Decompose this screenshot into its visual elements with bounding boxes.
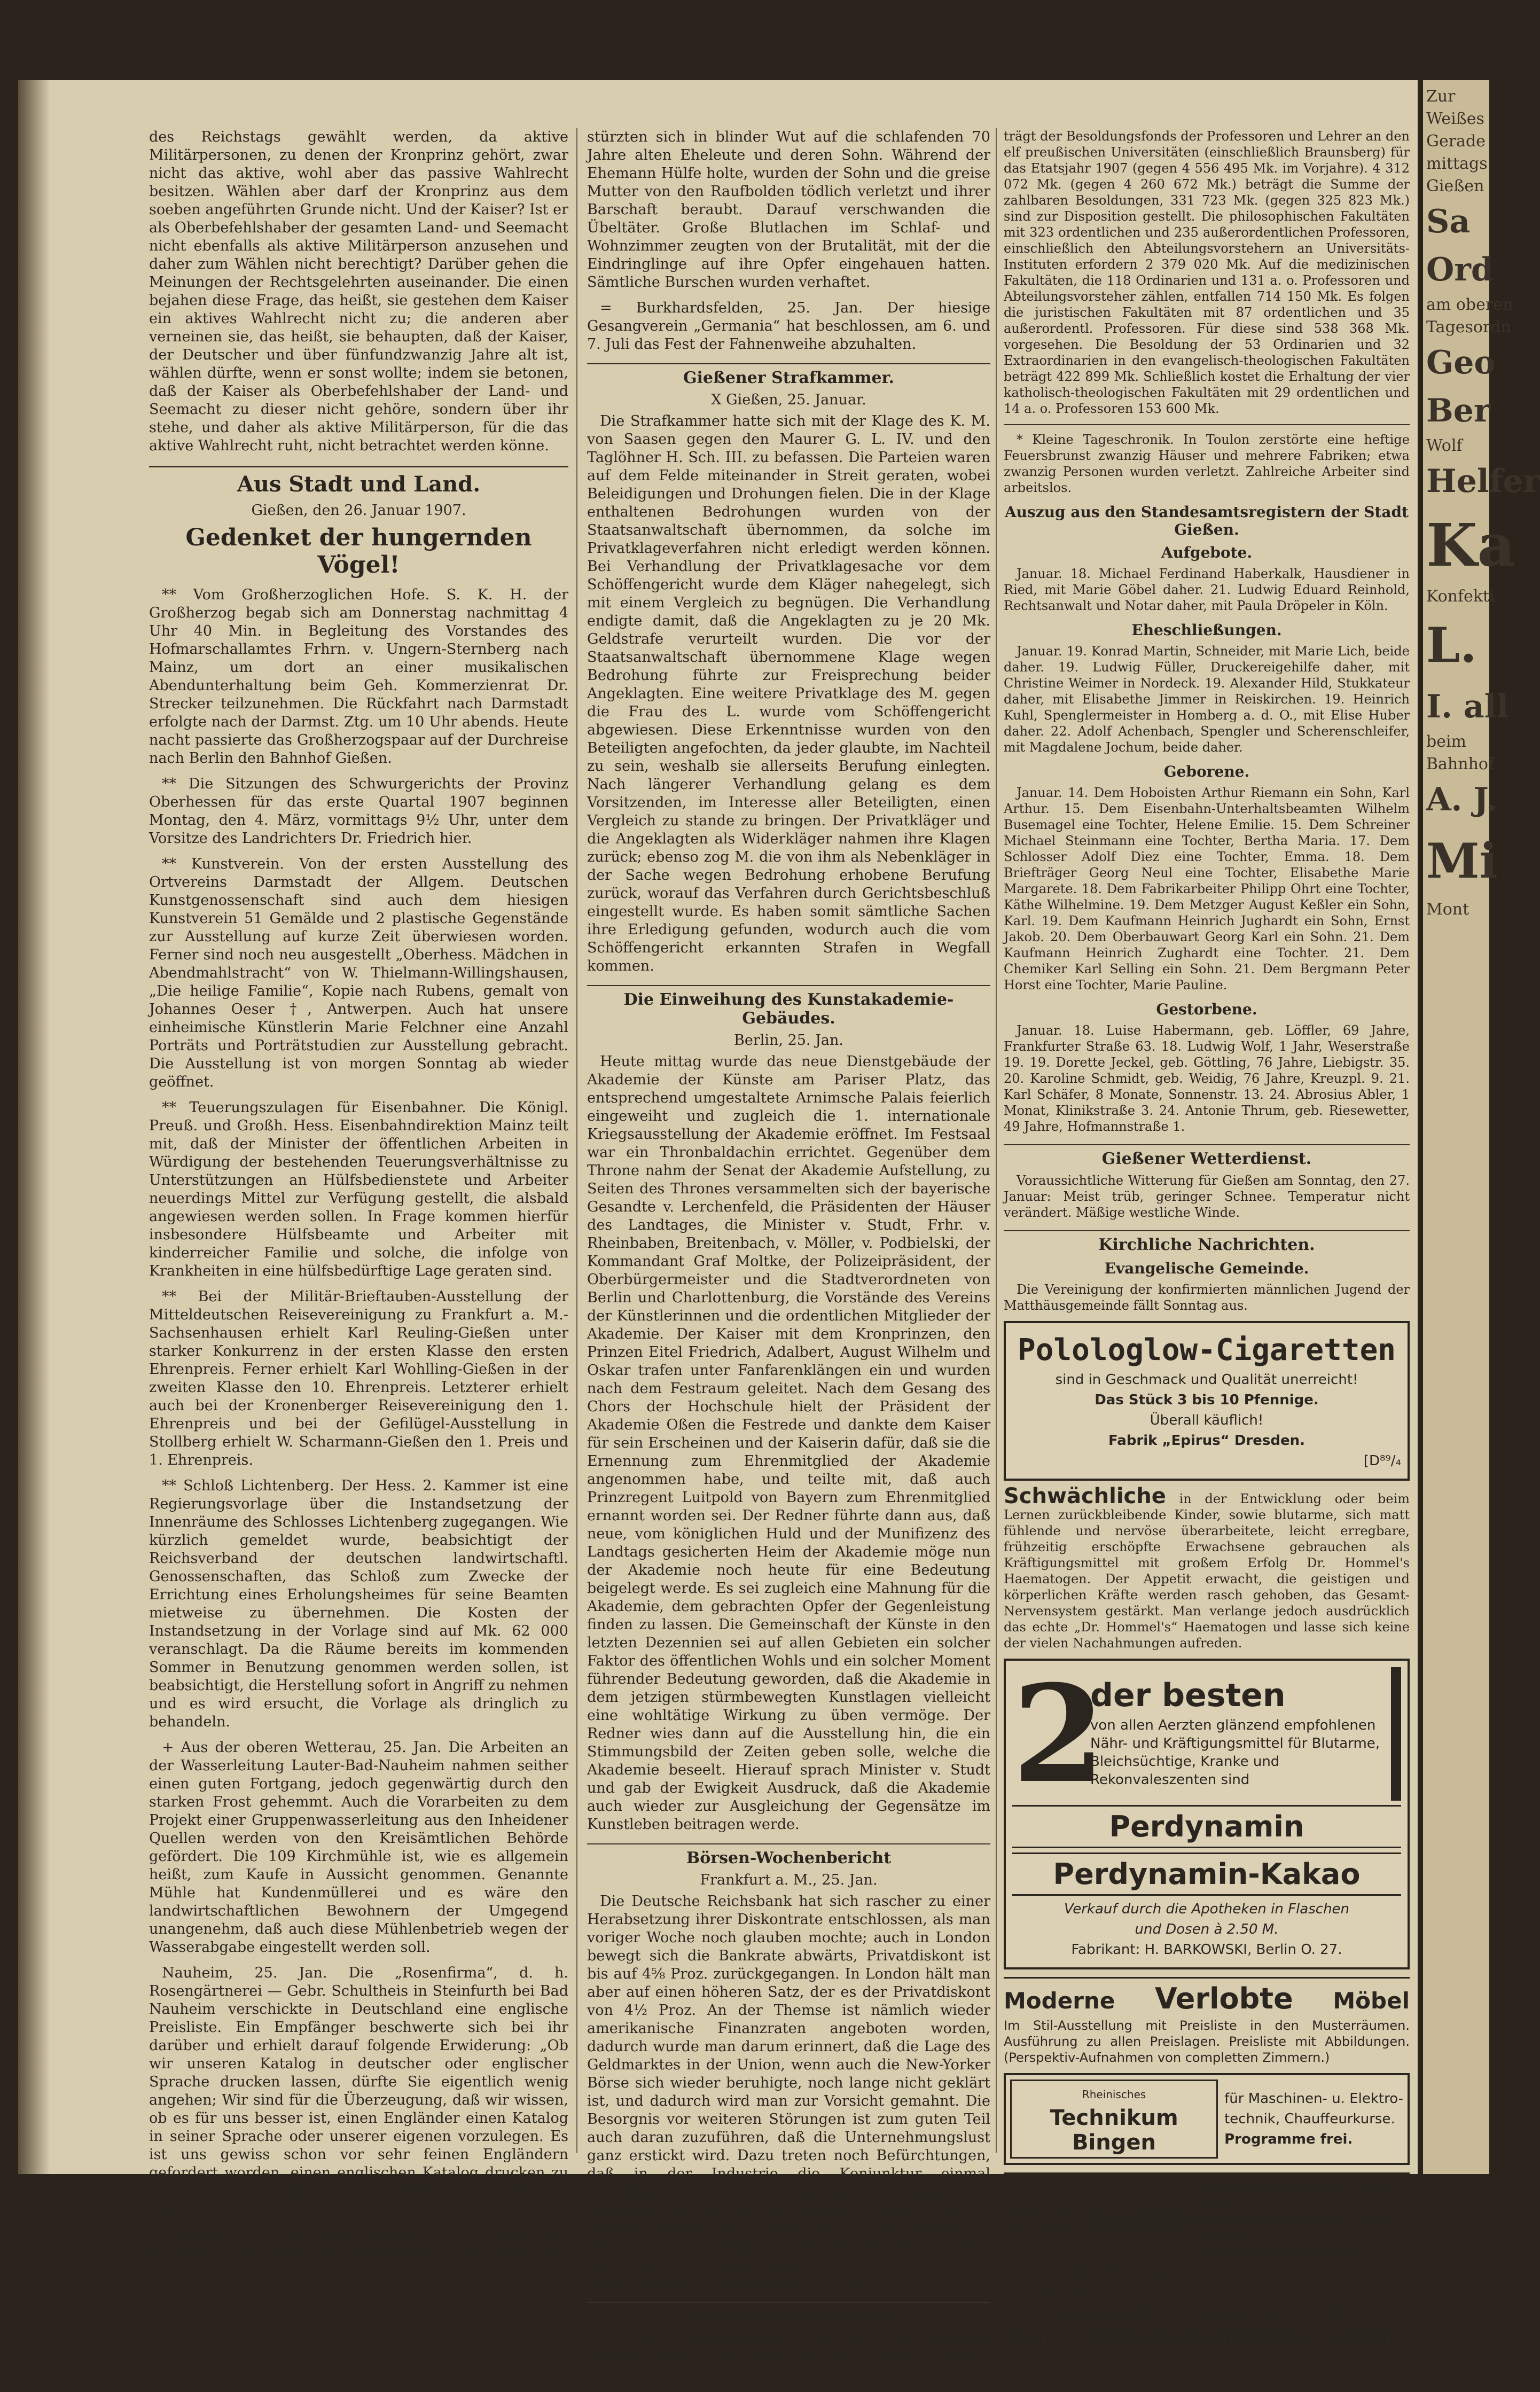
- apotheke-row: [1004, 2324, 1410, 2351]
- fragment: A. J.: [1426, 781, 1497, 818]
- dateline: X Gießen, 25. Januar.: [711, 392, 866, 408]
- aufgebote-title: Aufgebote.: [1161, 544, 1253, 561]
- article-paragraph: ** Schloß Lichtenberg. Der Hess. 2. Kammer ist eine Regierungsvorlage über die Instandsetzung der Innenräume des Schlosses Lichtenberg zugegangen. Wie kürzlich gemeldet wurde, beabsichtigt der Reichsverband der deutschen landwirtschaftl. Genossenschaften, das Schloß zum Zwecke der Errichtung eines Erholungsheimes für seine Beamten mietweise zu übernehmen. Die Kosten der Instandsetzung in der Vorlage sind auf Mk. 62 000 veranschlagt. Da die Räume bereits im kommenden Sommer in Benutzung genommen werden sollen, ist beabsichtigt, die Herstellung sofort in Angriff zu nehmen und es wird ersucht, die Vorlage als dringlich zu behandeln.: [149, 1478, 568, 1730]
- ad-heading: Schwächliche: [1004, 1484, 1166, 1508]
- article-paragraph: trägt der Besoldungsfonds der Professoren und Lehrer an den elf preußischen Universitäten (einschließlich Braunsberg) für das Etatsjahr 1907 (gegen 4 556 495 Mk. im Vorjahre). 4 312 072 Mk. (gegen 4 260 672 Mk.) beträgt die Summe der zahlbaren Besoldungen, 331 723 Mk. (gegen 325 823 Mk.) sind zur Disposition gestellt. Die philosophischen Fakultäten mit 323 ordentlichen und 235 außerordentlichen Professoren, einschließlich den Abteilungsvorstehern an Universitäts-Instituten erfordern 2 379 020 Mk. Auf die medizinischen Fakultäten, die 118 Ordinarien und 131 a. o. Professoren und Abteilungsvorsteher zählen, entfallen 714 150 Mk. Es folgen die juristischen Fakultäten mit 87 ordentlichen und 35 außerordentl. Professoren. Für diese sind 538 368 Mk. vorgesehen. Die Besoldung der 53 Ordinarien und 32 Extraordinarien in den evangelisch-theologischen Fakultäten beträgt 422 899 Mk. Schließlich kostet die Erhaltung der vier katholisch-theologischen Fakultäten mit 29 ordentlichen und 14 a. o. Professoren 153 600 Mk.: [1004, 129, 1410, 416]
- ad-number: 2: [1012, 1655, 1105, 1812]
- product-name: Perdynamin-Kakao: [1012, 1852, 1401, 1896]
- ad-header-text: [1090, 1677, 1382, 1791]
- article-paragraph: Voraussichtliche Witterung für Gießen am Sonntag, den 27. Januar: Meist trüb, geringer Schnee. Temperatur nicht verändert. Mäßige westliche Winde.: [1004, 1173, 1410, 1220]
- ad-line: Die nach-: [1004, 2202, 1070, 2218]
- apotheke-notice: [1004, 2300, 1410, 2351]
- fragment: Weißes: [1426, 110, 1484, 128]
- column-2: [587, 128, 990, 2392]
- fragment: Wolf: [1426, 436, 1463, 455]
- boerse-title: Börsen-Wochenbericht: [587, 1843, 990, 1867]
- ad-line: sind in Geschmack und Qualität unerreicht!: [1055, 1372, 1358, 1388]
- ad-word: Möbel: [1333, 1988, 1410, 2014]
- article-paragraph: — Die Bewilligungen an den preußischen Universitäten für das Etatsjahr 1907. 4 643 736 Mk. be-: [587, 2331, 990, 2383]
- ad-line: Verkauf durch die Apotheken in Flaschen: [1064, 1901, 1350, 1917]
- technikum-box: [1010, 2080, 1218, 2159]
- aerzte-right: [1200, 2179, 1410, 2260]
- column-3: [1004, 128, 1410, 2351]
- fragment: mittags: [1426, 154, 1488, 173]
- eheschliessungen-title: Eheschließungen.: [1131, 621, 1282, 639]
- gestorbene-title: Gestorbene.: [1156, 1000, 1257, 1018]
- binding-shadow: [18, 80, 50, 2174]
- fragment: Helfer: [1426, 463, 1540, 500]
- apotheke-prefix: Nur: [1004, 2324, 1052, 2351]
- column-rule: [576, 128, 577, 2153]
- fragment: Ka: [1426, 511, 1515, 580]
- article-paragraph: + Aus der oberen Wetterau, 25. Jan. Die Arbeiten an der Wasserleitung Lauter-Bad-Nauheim nahmen seither einen guten Fortgang, jedoch gegenwärtig durch den starken Frost gehemmt. Auch die Vorarbeiten zu dem Projekt einer Gruppenwasserleitung aus den Inheidener Quellen werden von den Kreisämtlichen Behörde gefördert. Die 109 Kirchmühle ist, wie es allgemein heißt, zum Kaufe in Aussicht genommen. Genannte Mühle hat Kundenmüllerei und es wäre den landwirtschaftlichen Bewohnern der Umgegend unangenehm, daß auch diese Mühlenbetrieb wegen der Wasserabgabe eingestellt werden soll.: [149, 1739, 568, 1956]
- moebel-ad: [1004, 1977, 1410, 2066]
- wetterdienst-title: Gießener Wetterdienst.: [1004, 1144, 1410, 1168]
- ad-line: Das Stück 3 bis 10 Pfennige.: [1095, 1392, 1319, 1408]
- fragment: beim: [1426, 732, 1466, 751]
- article-paragraph: ** Die Sitzungen des Schwurgerichts der Provinz Oberhessen für das erste Quartal 1907 beginnen Montag, den 4. März, vormittags 9½ Uhr, unter dem Vorsitze des Landrichters Dr. Friedrich hier.: [149, 776, 568, 847]
- fragment: Konfekti: [1426, 587, 1495, 606]
- ad-line: sind Sonntag, den 27. Jan. vor: [1200, 2180, 1391, 2211]
- ad-heading: der besten: [1090, 1677, 1286, 1714]
- ad-text: in der Entwicklung oder beim Lernen zurückbleibende Kinder, sowie blutarme, sich matt fühlende und nervöse überarbeitete, leicht erregbare, frühzeitig erschöpfte Erwachsene gebrauchen als Kräftigungsmittel mit großem Erfolg Dr. Hommel's Haematogen. Der Appetit erwacht, die geistigen und körperlichen Kräfte werden rasch gehoben, das Gesamt-Nervensystem gestärkt. Man verlange jedoch ausdrücklich das echte „Dr. Hommel's“ Haematogen und lasse sich keine der vielen Nachahmungen aufreden.: [1004, 1491, 1410, 1651]
- fragment: am oberen: [1426, 295, 1513, 314]
- ad-line: technik, Chauffeurkurse.: [1224, 2111, 1395, 2127]
- ad-mark: [D⁸⁹/₄: [1363, 1453, 1401, 1469]
- ad-heading: Technikum Bingen: [1050, 2106, 1178, 2155]
- article-paragraph: Januar. 18. Luise Habermann, geb. Löffler, 69 Jahre, Frankfurter Straße 63. 18. Ludwig Wolf, 1 Jahr, Weserstraße 19. 19. Dorette Jeckel, geb. Göttling, 76 Jahre, Liebigstr. 35. 20. Karoline Schmidt, geb. Weidig, 76 Jahre, Kreuzpl. 9. 21. Karl Schäfer, 8 Monate, Sonnenstr. 13. 24. Abrosius Abler, 1 Monat, Klinikstraße 3. 24. Antonie Thrum, geb. Riesewetter, 49 Jahre, Hofmannstraße 1.: [1004, 1023, 1410, 1134]
- fragment: I. all: [1426, 688, 1509, 725]
- ad-line: für Notfälle anwesend:: [1200, 2244, 1366, 2259]
- opening-paragraph: des Reichstags gewählt werden, da aktive Militärpersonen, zu denen der Kronprinz gehört, zwar nicht das aktive, wohl aber das passive Wahlrecht besitzen. Wählen aber darf der Kronprinz aus dem soeben angeführten Grunde nicht. Und der Kaiser? Ist er als Oberbefehlshaber der gesamten Land- und Seemacht nicht ebenfalls als aktive Militärperson anzusehen und daher zum Wählen nicht berechtigt? Darüber gehen die Meinungen der Rechtsgelehrten auseinander. Die einen bejahen diese Frage, das heißt, sie gestehen dem Kaiser ein aktives Wahlrecht nicht zu; die anderen aber verneinen sie, das heißt, sie behaupten, daß der Kaiser, der Deutscher und über fünfundzwanzig Jahre alt ist, wählen dürfte, wenn er sonst wollte; indem sie betonen, daß der Kaiser als Oberbefehlshaber der Land- und Seemacht zu dieser nicht gehöre, sondern über ihr stehe, und daher als aktive Militärperson, für die das aktive Wahlrecht ruht, nicht betrachtet werden könne.: [149, 129, 568, 454]
- kirche-subtitle: Evangelische Gemeinde.: [1104, 1260, 1309, 1277]
- fragment: Mont: [1426, 900, 1469, 919]
- ad-line: Fabrikant: H. BARKOWSKI, Berlin O. 27.: [1071, 1942, 1342, 1958]
- article-paragraph: Heute mittag wurde das neue Dienstgebäude der Akademie der Künste am Pariser Platz, das entsprechend umgestaltete Arnimsche Palais feierlich eingeweiht und zugleich die 1. internationale Kriegsausstellung der Akademie eröffnet. Im Festsaal war ein Thronbaldachin errichtet. Gegenüber dem Throne nahm der Senat der Akademie Aufstellung, zu Seiten des Thrones versammelten sich der bayerische Gesandte v. Lerchenfeld, die Präsidenten der Häuser des Landtages, die Minister v. Studt, Frhr. v. Rheinbaben, Breitenbach, v. Möller, v. Podbielski, der Kommandant Graf Moltke, der Polizeipräsident, der Oberbürgermeister und die Stadtverordneten von Berlin und Charlottenburg, die Vorstände des Vereins der Künstlerinnen und die ordentlichen Mitglieder der Akademie. Der Kaiser mit dem Kronprinzen, den Prinzen Eitel Friedrich, Adalbert, August Wilhelm und Oskar trafen unter Fanfarenklängen ein und wurden nach dem Festraum geleitet. Nach dem Gesang des Chors der Hochschule hielt der Präsident der Akademie Oßen die Festrede und dankte dem Kaiser für sein Erscheinen und der Kaiserin dafür, daß sie die Ernennung zum Ehrenmitglied der Akademie angenommen habe, und teilte mit, daß auch Prinzregent Luitpold von Bayern zum Ehrenmitglied ernannt worden sei. Der Redner führte dann aus, daß neue, vom königlichen Huld und der Munifizenz des Landtags gesicherten Heim der Akademie möge nun der Akademie noch heute für eine Bedeutung beigelegt werde. Es sei zugleich eine Mahnung für die Akademie, dem gebrachten Opfer der Gegenleistung finden zu lassen. Die Gemeinschaft der Künste in den letzten Dezennien sei auf allen Gebieten ein solcher Faktor des öffentlichen Wohls und ein solcher Moment führender Bedeutung geworden, daß die Akademie in dem jetzigen stürmbewegten Kunstlagen vielleicht eine wohltätige Wirkung zu üben vermöge. Der Redner wies dann auf die Ausstellung hin, die ein Stimmungsbild der Zeiten geben solle, welche die Akademie beseelt. Hierauf sprach Minister v. Studt und gab der Ewigkeit Ausdruck, daß die Akademie auch wieder zur Ausgleichung der Gegensätze im Kunstleben beitragen werde.: [587, 1053, 990, 1833]
- technikum-side: [1224, 2088, 1403, 2151]
- aerzte-header: [1004, 2177, 1410, 2262]
- product-name: Perdynamin: [1012, 1805, 1401, 1848]
- fragment-list: [1423, 80, 1540, 926]
- ad-line: stehenden: [1004, 2221, 1077, 2237]
- article-paragraph: Januar. 18. Michael Ferdinand Haberkalk, Hausdiener in Ried, mit Marie Göbel daher. 21. Ludwig Eduard Reinhold, Rechtsanwalt und Notar daher, mit Paula Dröpeler in Köln.: [1004, 566, 1410, 613]
- ad-line: Überall käuflich!: [1150, 1412, 1264, 1428]
- ad-word: Verlobte: [1154, 1982, 1293, 2015]
- section-title: Aus Stadt und Land.: [149, 466, 568, 497]
- column-rule: [996, 128, 997, 2153]
- fragment: Geo: [1426, 344, 1496, 381]
- aerzte-notice: [1004, 2172, 1410, 2296]
- article-paragraph: Januar. 19. Konrad Martin, Schneider, mit Marie Lich, beide daher. 19. Ludwig Füller, Druckereigehilfe daher, mit Christine Weimer in Nordeck. 19. Alexander Hild, Stukkateur daher, mit Elisabethe Jimmer in Reiskirchen. 19. Heinrich Kuhl, Spenglermeister in Homberg a. d. O., mit Elise Huber daher. 22. Adolf Achenbach, Spengler und Scherenschleifer, mit Magdalene Jochum, beide daher.: [1004, 644, 1410, 755]
- article-paragraph: = Burkhardsfelden, 25. Jan. Der hiesige Gesangverein „Germania“ hat beschlossen, am 6. und 7. Juli das Fest der Fahnenweihe abzuhalten.: [587, 300, 990, 353]
- kunstakademie-title: Die Einweihung des Kunstakademie-Gebäudes.: [587, 985, 990, 1028]
- article-paragraph: Die Strafkammer hatte sich mit der Klage des K. M. von Saasen gegen den Maurer G. L. IV. und den Taglöhner H. Sch. III. zu befassen. Die Parteien waren auf dem Felde miteinander in Streit geraten, wobei Beleidigungen und Drohungen fielen. Die in der Klage enthaltenen Bedrohungen wurden von der Staatsanwaltschaft übernommen, da solche im Privatklageverfahren nicht erledigt werden können. Bei Verhandlung der Privatklagesache vor dem Schöffengericht wurde dem Kläger nahegelegt, sich mit einem Vergleich zu begnügen. Die Verhandlung endigte damit, daß die Angeklagten zu je 20 Mk. Geldstrafe verurteilt wurden. Die vor der Staatsanwaltschaft übernommene Klage wegen Bedrohung führte zur Freisprechung beider Angeklagten. Eine weitere Privatklage des M. gegen die Frau des L. wurde vom Schöffengericht abgewiesen. Diese Erkenntnisse wurden von den Beteiligten angefochten, da jeder glaubte, im Nachteil zu sein, weshalb sie allerseits Berufung einlegten. Nach längerer Verhandlung gelang es dem Vorsitzenden, im Interesse aller Beteiligten, einen Vergleich zu stande zu bringen. Der Privatkläger und die Angeklagten als Widerkläger nahmen ihre Klagen zurück; ebenso zog M. die von ihm als Nebenkläger in der Sache wegen Bedrohung erhobene Berufung zurück, worauf das Verfahren durch Gerichtsbeschluß eingestellt wurde. Es haben somit sämtliche Sachen ihre Erledigung gefunden, wodurch auch die vom Schöffengericht erkannten Strafen in Wegfall kommen.: [587, 413, 990, 974]
- apotheke-suffix: offen.: [1333, 2324, 1410, 2351]
- dateline: Gießen, den 26. Januar 1907.: [251, 502, 466, 519]
- ad-header: [1004, 1982, 1410, 2015]
- ad-line: 12 Uhr mittags bis 12 Uhr nachts: [1200, 2212, 1387, 2243]
- ad-title: Polologlow-Cigaretten: [1017, 1333, 1396, 1367]
- ad-line: von allen Aerzten glänzend empfohlenen Nähr- und Kräftigungsmittel für Blutarme, Bleichsüchtige, Kranke und Rekonvaleszenten sind: [1090, 1717, 1380, 1788]
- haematogen-ad: [1004, 1484, 1410, 1651]
- headline: Gedenket der hungernden Vögel!: [185, 524, 532, 579]
- adjacent-page-strip: [1423, 80, 1540, 2174]
- column-1: [149, 128, 568, 2270]
- divider: [1004, 424, 1410, 425]
- fragment: Zur: [1426, 87, 1456, 106]
- ad-word: Moderne: [1004, 1988, 1115, 2014]
- ad-line: Rheinisches: [1082, 2088, 1146, 2101]
- ad-line: Programme frei.: [1224, 2131, 1353, 2147]
- fragment: Tagesordn: [1426, 318, 1511, 337]
- aerzte-left: [1004, 2201, 1077, 2238]
- ad-line: Im Stil-Ausstellung mit Preisliste in den Musterräumen. Ausführung zu allen Preislagen. Preisliste mit Abbildungen. (Perspektiv-Aufnahmen von completten Zimmern.): [1004, 2018, 1410, 2065]
- standesamt-title: Auszug aus den Standesamtsregistern der Stadt Gießen.: [1004, 503, 1409, 538]
- dateline: Berlin, 25. Jan.: [734, 1032, 843, 1049]
- fragment: L.: [1426, 617, 1477, 674]
- geborene-title: Geborene.: [1163, 763, 1250, 780]
- ad-line: Fabrik „Epirus“ Dresden.: [1108, 1433, 1305, 1449]
- article-paragraph: Nauheim, 25. Jan. Die „Rosenfirma“, d. h. Rosengärtnerei — Gebr. Schultheis in Steinfurth bei Bad Nauheim verschickte in Deutschland eine englische Preisliste. Ein Empfänger beschwerte sich bei ihr darüber und erhielt darauf folgende Erwiderung: „Ob wir unseren Katalog in deutscher oder englischer Sprache drucken lassen, dürfte Sie eigentlich wenig angehen; Wir sind für die Überzeugung, daß wir wissen, ob es für uns besser ist, einen Engländer einen Katalog in seiner Sprache oder unserer eigenen vorzulegen. Es ist uns gewiss schon vor sehr feinen Engländern gefordert worden, einen englischen Katalog drucken zu lassen und Sie tagen uns das Gegenteil. Wir glauben dies nicht.“: [149, 1965, 568, 2217]
- kirche-title: Kirchliche Nachrichten.: [1004, 1230, 1410, 1254]
- fragment: Ber: [1426, 392, 1491, 429]
- article-paragraph: stürzten sich in blinder Wut auf die schlafenden 70 Jahre alten Eheleute und deren Sohn. Während der Ehemann Hülfe holte, wurden der Sohn und die greise Mutter von den Raufbolden tödlich verletzt und ihrer Barschaft beraubt. Darauf verschwanden die Übeltäter. Große Blutlachen im Schlaf- und Wohnzimmer zeugten von der Brutalität, mit der die Eindringlinge auf ihre Opfer eingehauen hatten. Sämtliche Burschen wurden verhaftet.: [587, 129, 990, 291]
- universitaet-title: Universitäts-Nachrichten.: [587, 2302, 990, 2326]
- article-paragraph: Die Vereinigung der konfirmierten männlichen Jugend der Matthäusgemeinde fällt Sonntag aus.: [1004, 1282, 1410, 1313]
- newspaper-page: [18, 80, 1418, 2383]
- fragment: Ord: [1426, 251, 1494, 288]
- ad-line: und Dosen à 2.50 M.: [1135, 1921, 1279, 1937]
- fragment: Gerade: [1426, 132, 1486, 151]
- fragment: Bahnhof: [1426, 755, 1495, 773]
- decorative-bar: [1391, 1667, 1401, 1801]
- apotheke-name: Hirsch-Apotheke: [1082, 2324, 1302, 2351]
- article-paragraph: ** Vom Großherzoglichen Hofe. S. K. H. der Großherzog begab sich am Donnerstag nachmittag 4 Uhr 40 Min. in Begleitung des Vorstandes des Hofmarschallamtes Frhrn. v. Ungern-Sternberg nach Mainz, um dort an einer musikalischen Abendunterhaltung beim Geh. Kommerzienrat Dr. Strecker teilzunehmen. Die Rückfahrt nach Darmstadt erfolgte nach der Darmst. Ztg. um 10 Uhr abends. Heute nacht passierte das Großherzogspaar auf der Durchreise nach Berlin den Bahnhof Gießen.: [149, 587, 568, 767]
- article-paragraph: ** Teuerungszulagen für Eisenbahner. Die Königl. Preuß. und Großh. Hess. Eisenbahndirektion Mainz teilt mit, daß der Minister der öffentlichen Arbeiten in Würdigung der bestehenden Teuerungsverhältnisse zu Unterstützungen an Hülfsbedienstete und Arbeiter neuerdings Mittel zur Verfügung gestellt, die alsbald angewiesen werden sollen. In Frage kommen hierfür insbesondere Hülfsbeamte und Arbeiter mit kinderreicher Familie und solche, die infolge von Krankheiten in eine hülfsbedürftige Lage geraten sind.: [149, 1099, 568, 1279]
- technikum-ad: [1004, 2073, 1410, 2165]
- fragment: Sa: [1426, 203, 1471, 240]
- ad-header: [1012, 1655, 1401, 1812]
- perdynamin-ad: [1004, 1655, 1410, 1969]
- article-paragraph: Januar. 14. Dem Hoboisten Arthur Riemann ein Sohn, Karl Arthur. 15. Dem Eisenbahn-Unterhaltsbeamten Wilhelm Busemagel eine Tochter, Helene Emilie. 15. Dem Schreiner Michael Steinmann eine Tochter, Bertha Maria. 17. Dem Schlosser Adolf Diez eine Tochter, Emma. 18. Dem Briefträger Georg Neul eine Tochter, Elisabethe Marie Margarete. 18. Dem Fabrikarbeiter Philipp Ohrt eine Tochter, Käthe Wilhelmine. 19. Dem Metzger August Keßler ein Sohn, Karl. 19. Dem Kaufmann Heinrich Jughardt ein Sohn, Ernst Jakob. 20. Dem Oberbauwart Georg Karl ein Sohn. 21. Dem Kaufmann Heinrich Zughardt eine Tochter. 21. Dem Chemiker Karl Selling ein Sohn. 21. Dem Bergmann Peter Horst eine Tochter, Marie Pauline.: [1004, 785, 1410, 992]
- aerzte-names: Dr. Markwald, Seltersweg 58 II. - Dr. Richter, Frankf. Str. 41. - Dr. Stuhl, Bahnhofstr. 26.: [1004, 2264, 1393, 2295]
- article-paragraph: ** Kunstverein. Von der ersten Ausstellung des Ortvereins Darmstadt der Allgem. Deutschen Kunstgenossenschaft sind auch dem hiesigen Kunstverein 51 Gemälde und 2 plastische Gegenstände zur Ausstellung auf kurze Zeit überwiesen worden. Ferner sind noch neu ausgestellt „Oberhess. Mädchen in Abendmahlstracht“ von W. Thielmann-Willingshausen, „Die heilige Familie“, Kopie nach Rubens, gemalt von Johannes Oeser †, Antwerpen. Auch hat unsere einheimische Künstlerin Marie Felchner eine Anzahl Porträts und Porträtstudien zur Ausstellung gebracht. Die Ausstellung ist von morgen Sonntag ab wieder geöffnet.: [149, 856, 568, 1090]
- fragment: Gießen: [1426, 177, 1484, 196]
- article-paragraph: Die Deutsche Reichsbank hat sich rascher zu einer Herabsetzung ihrer Diskontrate entschlossen, als man voriger Woche noch glauben mochte; auch in London bewegt sich die Bankrate abwärts, Privatdiskont ist bis auf 4⅝ Proz. zurückgegangen. In London hält man aber auf einen höheren Satz, der es der Privatdiskont von 4½ Proz. An der Themse ist nämlich wieder amerikanische Finanzraten angeboten worden, dadurch wurde man darum erinnert, daß die Lage des Geldmarktes in der Union, wenn auch die New-Yorker Börse sich wieder beruhigte, noch lange nicht geklärt ist, und dadurch wird man zur Vorsicht gemahnt. Die Besorgnis vor weiteren Störungen ist zum guten Teil auch daran zuzuführen, daß die Unternehmungslust ganz erstickt wird. Dazu treten noch Befürchtungen, daß in der Industrie die Konjunktur einmal umschlagen könnte. Zwar lag der Arbeitsmarkt im Vergleich zum Vorjahre noch immer günstig, und die Eisenbahneinnahmen haben sich gut angelassen, wenn auch die Steigerung der Einnahmen aus dem Güterverkehr weniger groß war als im November vorigen Jahres. Sonntag den 27. Januar.: [587, 1893, 990, 2291]
- ad-line: für Maschinen- u. Elektro-: [1224, 2091, 1403, 2107]
- strafkammer-title: Gießener Strafkammer.: [587, 363, 990, 387]
- article-paragraph: * Kleine Tageschronik. In Toulon zerstörte eine heftige Feuersbrunst zwanzig Häuser und mehrere Fabriken; etwa zwanzig Personen wurden verletzt. Zahlreiche Arbeiter sind arbeitslos.: [1004, 432, 1410, 495]
- apotheke-date: Sonntag, den 27. Januar von 4—9 Uhr: [1060, 2305, 1354, 2321]
- ad-heading: Aerzte: [1083, 2202, 1194, 2237]
- fragment: Mi: [1426, 833, 1498, 889]
- dateline: Frankfurt a. M., 25. Jan.: [700, 1872, 878, 1888]
- article-paragraph: ** Bei der Militär-Brieftauben-Ausstellung der Mitteldeutschen Reisevereinigung zu Frankfurt a. M.-Sachsenhausen erhielt Karl Reuling-Gießen unter starker Konkurrenz in der ersten Klasse den ersten Ehrenpreis. Ferner erhielt Karl Wohlling-Gießen in der zweiten Klasse den 10. Ehrenpreis. Letzterer erhielt auch bei der Kronenberger Reisevereinigung den 1. Ehrenpreis und bei der Gefilügel-Ausstellung in Stollberg erhielt W. Scharmann-Gießen den 1. Preis und 1. Ehrenpreis.: [149, 1288, 568, 1468]
- cigarette-ad: [1004, 1321, 1410, 1481]
- article-paragraph: Herborn, 25. Jan. Hier drangen neun betrunkene Burschen in die Wohnung des Weißenstellers Zeller und: [149, 2226, 568, 2261]
